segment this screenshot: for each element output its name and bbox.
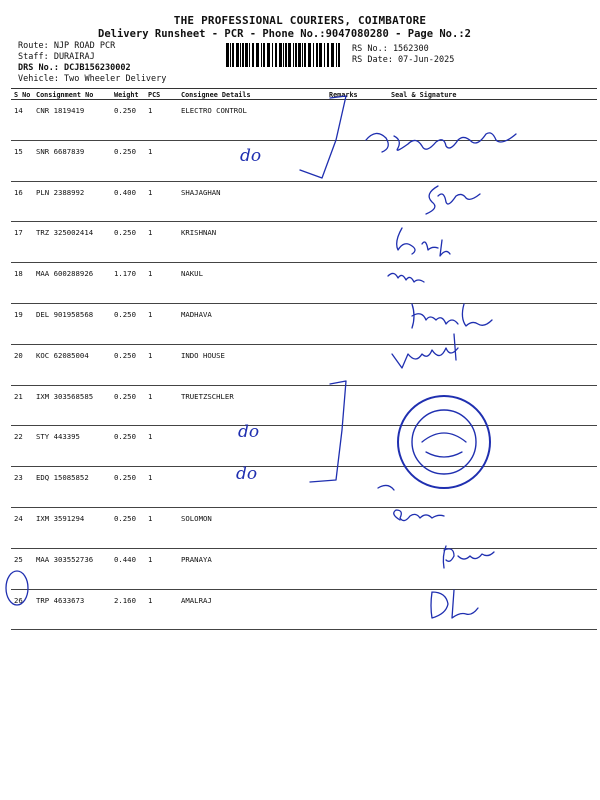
cell-pcs: 1 [145, 548, 178, 589]
cell-pcs: 1 [145, 426, 178, 467]
runsheet-table [11, 88, 597, 630]
cell-consignment: TRP 4633673 [33, 589, 111, 630]
cell-remarks [326, 181, 373, 222]
cell-consignee: SOLOMON [178, 507, 326, 548]
cell-pcs: 1 [145, 467, 178, 508]
cell-remarks [326, 589, 373, 630]
cell-remarks [326, 100, 373, 141]
cell-weight: 0.250 [111, 507, 145, 548]
table-row [11, 181, 597, 222]
cell-consignee: AMALRAJ [178, 589, 326, 630]
cell-seal [373, 344, 597, 385]
cell-remarks [326, 426, 373, 467]
cell-sno: 22 [11, 426, 33, 467]
cell-pcs: 1 [145, 140, 178, 181]
table-row [11, 507, 597, 548]
table-row [11, 100, 597, 141]
cell-weight: 0.250 [111, 140, 145, 181]
table-row [11, 589, 597, 630]
cell-remarks [326, 385, 373, 426]
ditto-mark-row-22: do [238, 422, 260, 442]
cell-remarks [326, 263, 373, 304]
cell-seal [373, 507, 597, 548]
cell-seal [373, 467, 597, 508]
drs-number: DRS No.: DCJB156230002 [18, 63, 131, 73]
cell-consignee: KRISHNAN [178, 222, 326, 263]
cell-sno: 25 [11, 548, 33, 589]
cell-consignment: KOC 62085004 [33, 344, 111, 385]
table-row [11, 385, 597, 426]
cell-sno: 24 [11, 507, 33, 548]
cell-consignee: TRUETZSCHLER [178, 385, 326, 426]
cell-pcs: 1 [145, 263, 178, 304]
cell-remarks [326, 507, 373, 548]
cell-consignee: NAKUL [178, 263, 326, 304]
rs-number: RS No.: 1562300 [352, 44, 429, 54]
cell-seal [373, 385, 597, 426]
table-row [11, 548, 597, 589]
barcode [226, 43, 342, 67]
table-row [11, 140, 597, 181]
cell-remarks [326, 140, 373, 181]
cell-consignment: EDQ 15085852 [33, 467, 111, 508]
cell-seal [373, 263, 597, 304]
cell-weight: 0.250 [111, 467, 145, 508]
cell-weight: 0.250 [111, 100, 145, 141]
col-weight: Weight [111, 89, 145, 100]
col-consignment: Consignment No [33, 89, 111, 100]
cell-seal [373, 426, 597, 467]
cell-consignee: ELECTRO CONTROL [178, 100, 326, 141]
cell-consignment: CNR 1819419 [33, 100, 111, 141]
cell-weight: 0.250 [111, 222, 145, 263]
ditto-mark-row-23: do [236, 464, 258, 484]
cell-pcs: 1 [145, 303, 178, 344]
cell-sno: 19 [11, 303, 33, 344]
cell-consignee: PRANAYA [178, 548, 326, 589]
vehicle-label: Vehicle: Two Wheeler Delivery [18, 74, 167, 84]
cell-consignment: MAA 600288926 [33, 263, 111, 304]
table-row [11, 303, 597, 344]
staff-label: Staff: DURAIRAJ [18, 52, 95, 62]
cell-consignee: MADHAVA [178, 303, 326, 344]
cell-consignee: INDO HOUSE [178, 344, 326, 385]
route-label: Route: NJP ROAD PCR [18, 41, 116, 51]
runsheet-title: Delivery Runsheet - PCR - Phone No.:9047080280 - Page No.:2 [98, 28, 471, 40]
cell-seal [373, 140, 597, 181]
cell-weight: 0.250 [111, 303, 145, 344]
cell-weight: 0.440 [111, 548, 145, 589]
rs-date: RS Date: 07-Jun-2025 [352, 55, 455, 65]
cell-weight: 2.160 [111, 589, 145, 630]
cell-consignment: PLN 2388992 [33, 181, 111, 222]
cell-weight: 0.250 [111, 426, 145, 467]
cell-remarks [326, 222, 373, 263]
cell-consignment: IXM 303568585 [33, 385, 111, 426]
cell-pcs: 1 [145, 507, 178, 548]
company-title: THE PROFESSIONAL COURIERS, COIMBATORE [173, 14, 427, 27]
cell-pcs: 1 [145, 222, 178, 263]
cell-pcs: 1 [145, 344, 178, 385]
cell-consignment: STY 443395 [33, 426, 111, 467]
cell-remarks [326, 303, 373, 344]
cell-consignment: DEL 901958568 [33, 303, 111, 344]
table-row [11, 263, 597, 304]
table-header-row [11, 89, 597, 100]
cell-consignment: MAA 303552736 [33, 548, 111, 589]
cell-consignment: IXM 3591294 [33, 507, 111, 548]
cell-sno: 17 [11, 222, 33, 263]
table-row [11, 222, 597, 263]
cell-sno: 16 [11, 181, 33, 222]
cell-weight: 0.250 [111, 344, 145, 385]
col-pcs: PCS [145, 89, 178, 100]
ditto-mark-row-15: do [240, 146, 262, 166]
col-remarks: Remarks [326, 89, 373, 100]
cell-sno: 26 [11, 589, 33, 630]
cell-seal [373, 222, 597, 263]
cell-consignment: SNR 6687839 [33, 140, 111, 181]
cell-seal [373, 548, 597, 589]
cell-sno: 21 [11, 385, 33, 426]
cell-weight: 1.170 [111, 263, 145, 304]
cell-seal [373, 589, 597, 630]
cell-sno: 20 [11, 344, 33, 385]
col-seal-signature: Seal & Signature [373, 89, 597, 100]
cell-pcs: 1 [145, 589, 178, 630]
cell-sno: 15 [11, 140, 33, 181]
cell-remarks [326, 548, 373, 589]
cell-weight: 0.400 [111, 181, 145, 222]
cell-weight: 0.250 [111, 385, 145, 426]
cell-remarks [326, 467, 373, 508]
cell-seal [373, 303, 597, 344]
cell-remarks [326, 344, 373, 385]
table-row [11, 344, 597, 385]
cell-seal [373, 100, 597, 141]
cell-pcs: 1 [145, 385, 178, 426]
table-row [11, 426, 597, 467]
cell-sno: 18 [11, 263, 33, 304]
col-consignee: Consignee Details [178, 89, 326, 100]
cell-consignment: TRZ 325002414 [33, 222, 111, 263]
cell-seal [373, 181, 597, 222]
cell-consignee: SHAJAGHAN [178, 181, 326, 222]
table-row [11, 467, 597, 508]
cell-sno: 23 [11, 467, 33, 508]
cell-pcs: 1 [145, 100, 178, 141]
cell-pcs: 1 [145, 181, 178, 222]
cell-sno: 14 [11, 100, 33, 141]
col-sno: S No [11, 89, 33, 100]
